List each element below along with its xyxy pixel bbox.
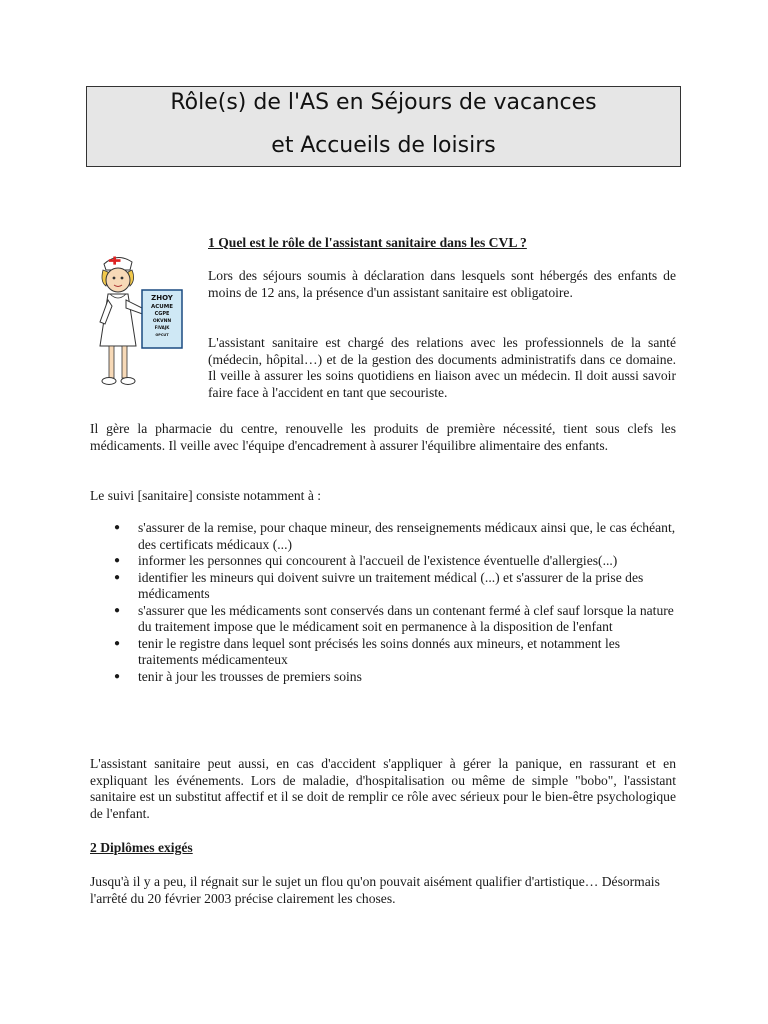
title-box	[86, 86, 681, 167]
bullet-icon: ●	[114, 555, 121, 566]
svg-text:ZHOY: ZHOY	[151, 294, 173, 302]
list-item: ● s'assurer de la remise, pour chaque mineur, des renseignements médicaux ainsi que, le cas échéant, des certificats médicaux (...)	[114, 520, 676, 552]
suivi-bullet-list	[90, 520, 676, 685]
section-1-heading: 1 Quel est le rôle de l'assistant sanitaire dans les CVL ?	[208, 235, 527, 250]
bullet-icon: ●	[114, 637, 121, 649]
paragraph-panique: L'assistant sanitaire peut aussi, en cas d'accident s'appliquer à gérer la panique, en rassurant et en expliquant les événements. Lors de maladie, d'hospitalisation ou même de simple "bobo", l'assistant sanitaire est un substitut affectif et il se doit de remplir ce rôle avec sérieux pour le bien-être psychologique de l'enfant.	[90, 756, 676, 821]
nurse-with-eye-chart-icon	[92, 250, 187, 395]
svg-text:CGPE: CGPE	[154, 311, 170, 317]
paragraph-pharmacy: Il gère la pharmacie du centre, renouvelle les produits de première nécessité, tient sous clefs les médicaments. Il veille avec l'équipe d'encadrement à assurer l'équilibre alimentaire des enfants.	[90, 421, 676, 453]
svg-text:OPCUT: OPCUT	[155, 333, 169, 337]
bullet-icon: ●	[114, 670, 121, 682]
paragraph-suivi-intro: Le suivi [sanitaire] consiste notamment à :	[90, 488, 322, 503]
bullet-icon: ●	[114, 571, 121, 583]
paragraph-relations: L'assistant sanitaire est chargé des relations avec les professionnels de la santé (médecin, hôpital…) et de la gestion des documents administratifs dans ce domaine. Il veille à assurer les soins quotidiens en liaison avec un médecin. Il doit aussi savoir faire face à l'accident en tant que secouriste.	[208, 335, 676, 400]
bullet-icon: ●	[114, 522, 121, 533]
title-line-2: et Accueils de loisirs	[271, 133, 496, 158]
section-2-heading: 2 Diplômes exigés	[90, 840, 193, 855]
list-item: ● s'assurer que les médicaments sont conservés dans un contenant fermé à clef sauf lorsque la nature du traitement impose que le médicament soit en permanence à la disposition de l'enfant	[114, 602, 674, 634]
title-line-1: Rôle(s) de l'AS en Séjours de vacances	[170, 90, 597, 115]
svg-text:ACUME: ACUME	[151, 304, 173, 310]
list-item: ● tenir le registre dans lequel sont précisés les soins donnés aux mineurs, et notamment les traitements médicamenteux	[114, 635, 621, 667]
list-item: ● tenir à jour les trousses de premiers soins	[114, 668, 362, 684]
bullet-icon: ●	[114, 604, 121, 616]
list-item: ● identifier les mineurs qui doivent suivre un traitement médical (...) et s'assurer de la prise des médicaments	[114, 569, 644, 601]
paragraph-diplomes: Jusqu'à il y a peu, il régnait sur le sujet un flou qu'on pouvait aisément qualifier d'artistique… Désormais l'arrêté du 20 février 2003 précise clairement les choses.	[90, 874, 660, 906]
list-item: ● informer les personnes qui concourent à l'accueil de l'existence éventuelle d'allergies(...)	[114, 553, 618, 568]
svg-text:FIVAJK: FIVAJK	[154, 325, 170, 330]
svg-text:OKVNN: OKVNN	[152, 319, 172, 324]
paragraph-declaration: Lors des séjours soumis à déclaration dans lesquels sont hébergés des enfants de moins de 12 ans, la présence d'un assistant sanitaire est obligatoire.	[208, 268, 676, 300]
